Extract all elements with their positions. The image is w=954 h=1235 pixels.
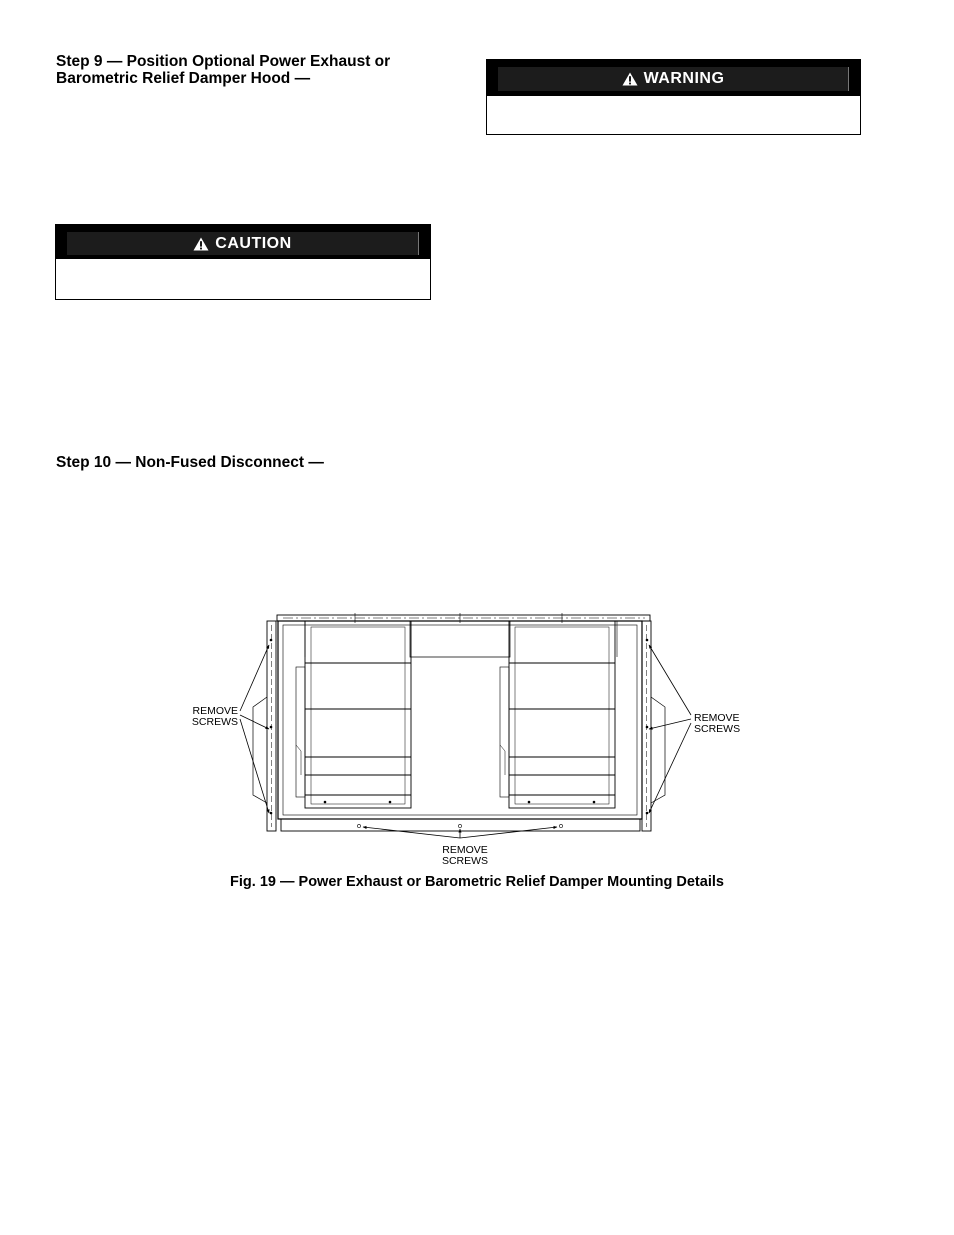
step-9-heading-line2: Barometric Relief Damper Hood — xyxy=(56,70,311,87)
hood-housing xyxy=(278,621,642,819)
right-callout-line2: SCREWS xyxy=(694,723,741,735)
caution-triangle-icon xyxy=(193,237,209,251)
warning-title xyxy=(498,67,849,91)
damper-mounting-diagram xyxy=(185,605,765,867)
right-damper-assembly xyxy=(500,621,615,808)
left-callout-line2: SCREWS xyxy=(191,716,238,728)
warning-triangle-icon xyxy=(622,72,638,86)
figure-caption: Fig. 19 — Power Exhaust or Barometric Relief Damper Mounting Details xyxy=(230,874,724,890)
right-callout-line1: REMOVE xyxy=(694,712,740,724)
warning-box xyxy=(486,59,861,135)
step-9-heading xyxy=(56,53,431,87)
caution-title xyxy=(67,232,419,255)
warning-label: WARNING xyxy=(643,70,725,87)
bottom-callout-line2: SCREWS xyxy=(441,855,489,867)
caution-label: CAUTION xyxy=(215,234,292,252)
step-10-heading: Step 10 — Non-Fused Disconnect — xyxy=(56,454,324,471)
left-damper-assembly xyxy=(296,621,411,808)
step-9-heading-line1: Step 9 — Position Optional Power Exhaust or xyxy=(56,53,391,70)
left-callout-line1: REMOVE xyxy=(192,705,238,717)
caution-banner xyxy=(56,225,430,259)
bottom-callout-line1: REMOVE xyxy=(442,844,488,856)
screw-markers xyxy=(270,639,649,815)
callout-leaders xyxy=(240,645,691,838)
caution-box xyxy=(55,224,431,300)
warning-banner xyxy=(487,60,860,96)
